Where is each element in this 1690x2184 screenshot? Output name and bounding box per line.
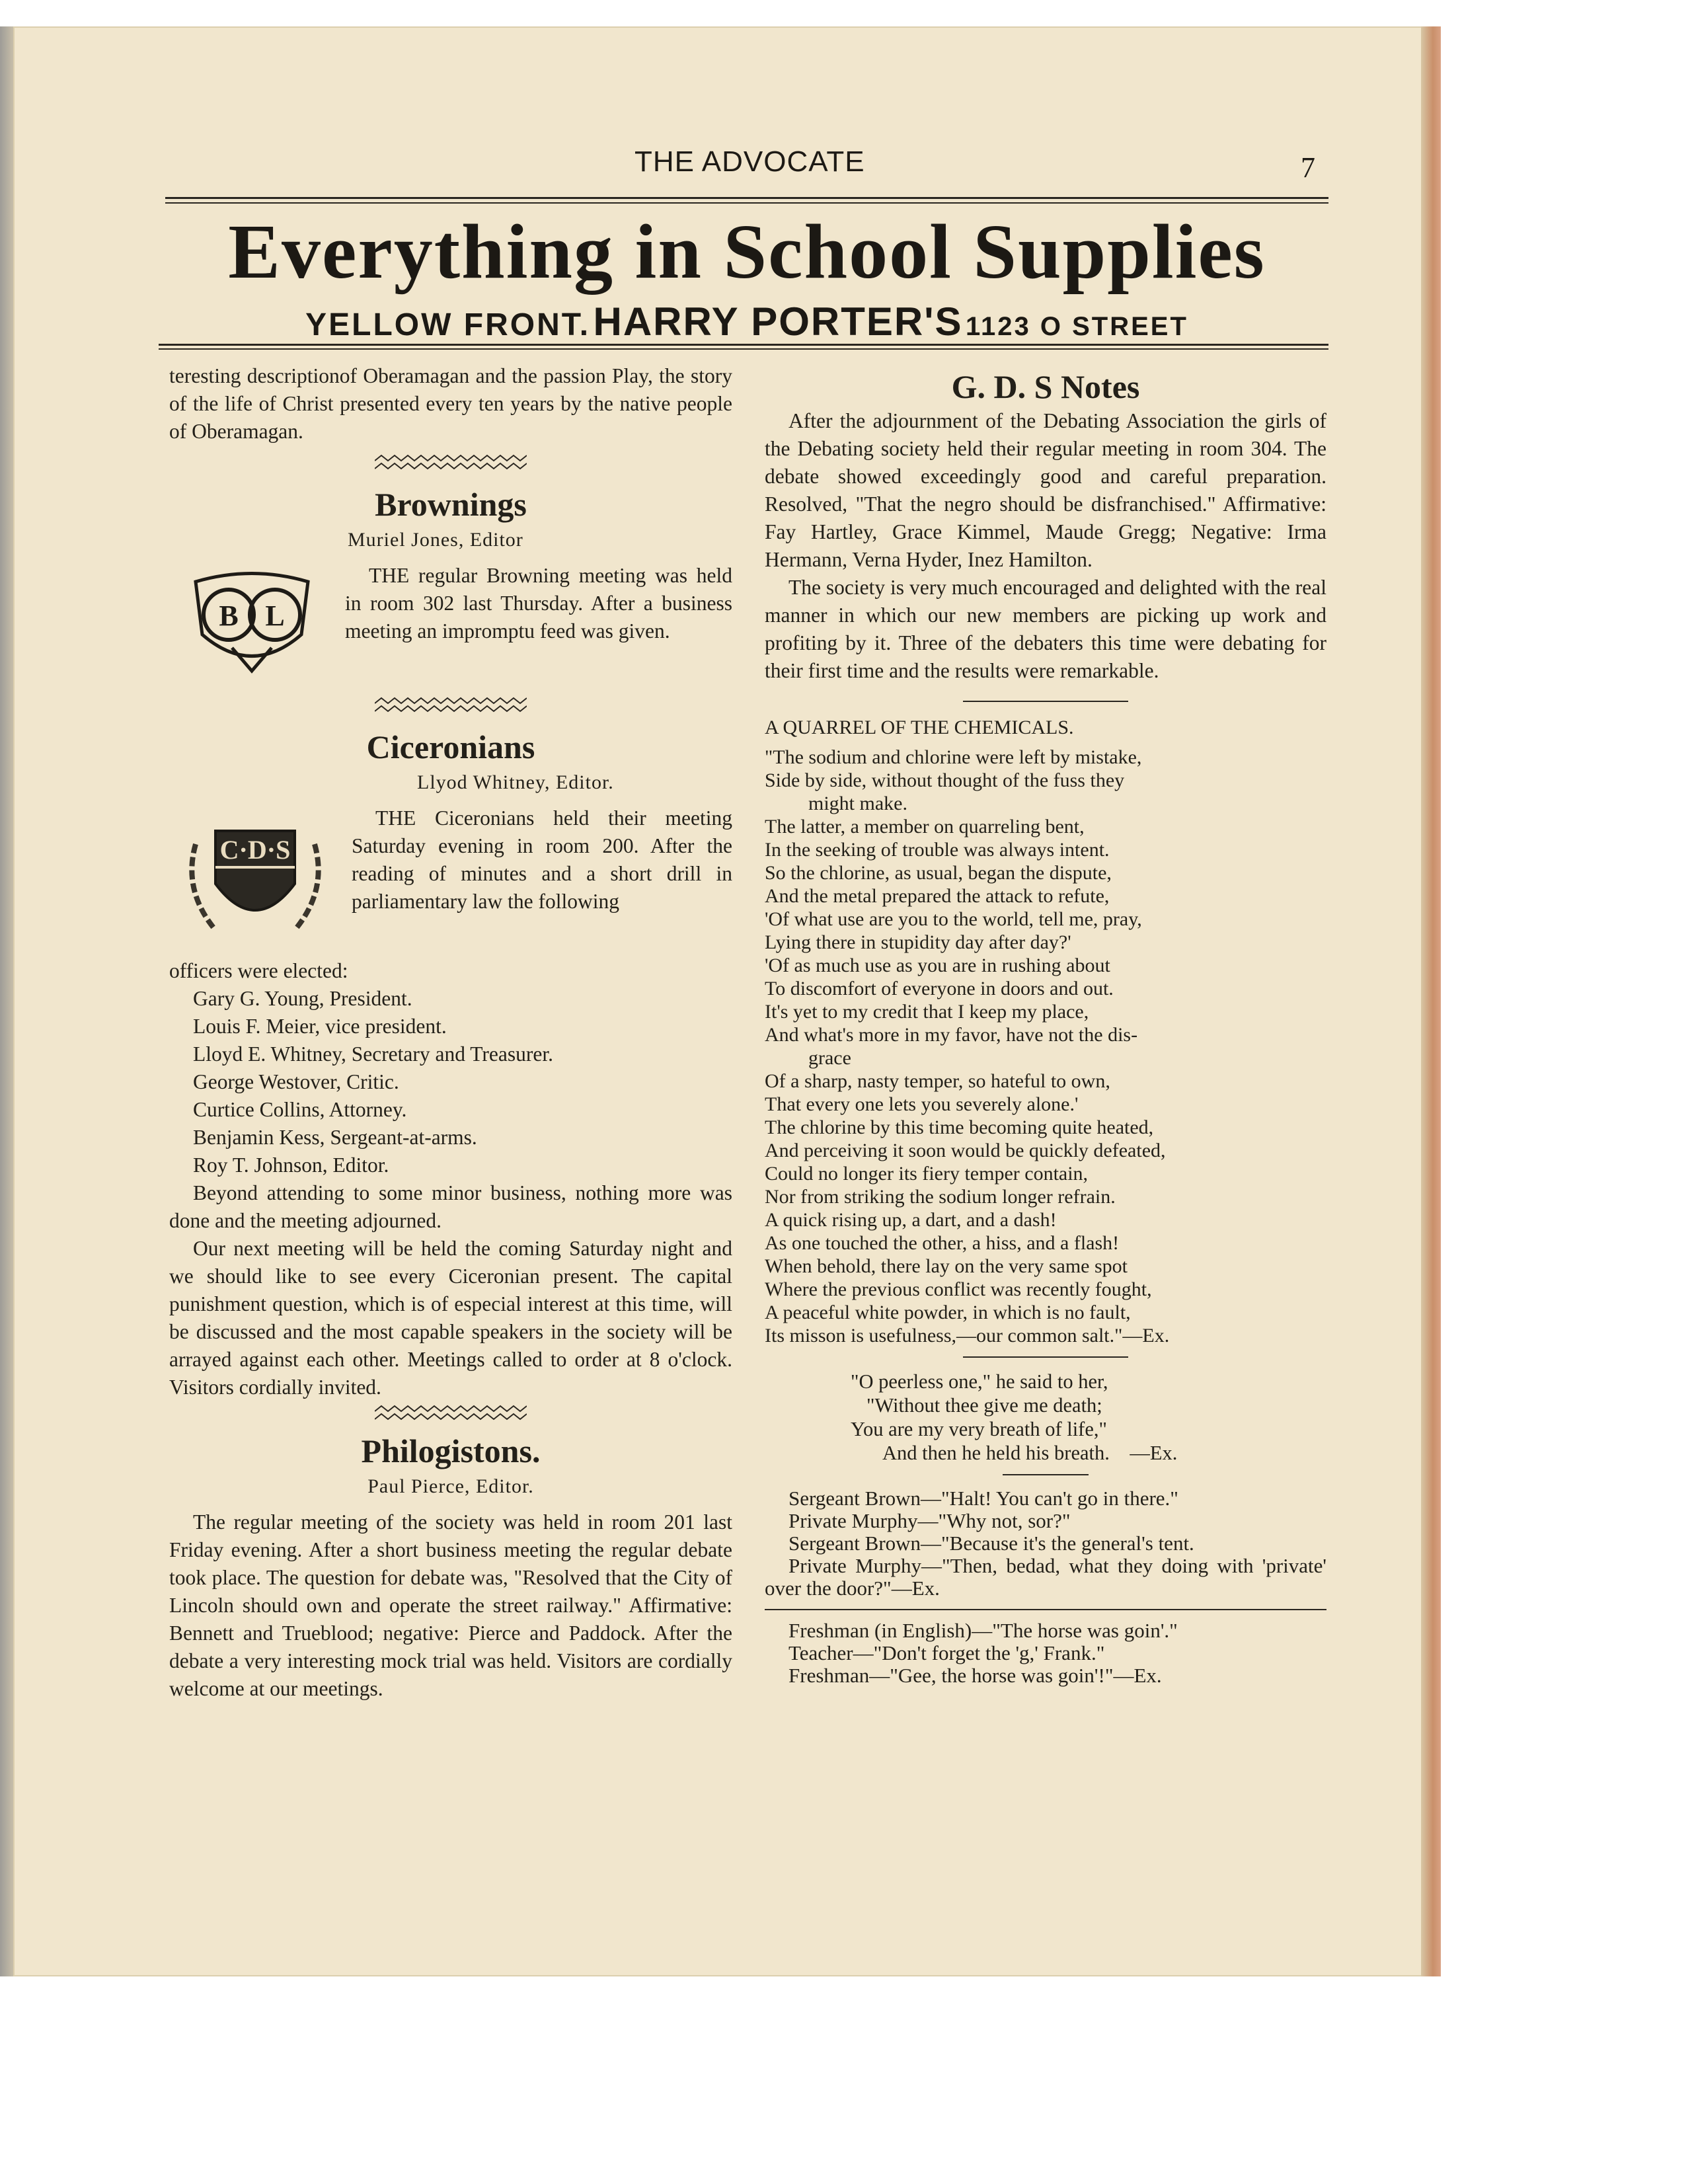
poem-line: grace <box>808 1047 851 1069</box>
brownings-block <box>169 562 732 688</box>
poem-line: A peaceful white powder, in which is no fault, <box>765 1302 1131 1323</box>
joke-line: Freshman (in English)—"The horse was goin'." <box>788 1619 1178 1642</box>
page-number: 7 <box>1301 151 1315 184</box>
poem-title: A QUARREL OF THE CHEMICALS. <box>765 717 1074 738</box>
ad-subline <box>165 299 1328 344</box>
brownings-heading: Brownings <box>375 486 527 523</box>
joke-line: Sergeant Brown—"Halt! You can't go in there." <box>788 1487 1178 1510</box>
joke-sergeant <box>765 1487 1326 1600</box>
poem-line: As one touched the other, a hiss, and a flash! <box>765 1232 1120 1254</box>
officer-line: Gary G. Young, President. <box>193 987 412 1010</box>
poem-line: To discomfort of everyone in doors and out. <box>765 978 1114 999</box>
officer-line: Louis F. Meier, vice president. <box>193 1015 447 1038</box>
poem-line: That every one lets you severely alone.' <box>765 1093 1079 1115</box>
poem-line: When behold, there lay on the very same spot <box>765 1255 1128 1277</box>
poem-line: 'Of as much use as you are in rushing about <box>765 955 1110 976</box>
zigzag-ornament-3 <box>169 1404 732 1426</box>
ciceronians-para3: Our next meeting will be held the coming Saturday night and we should like to see every Ciceronian present. The capital punishment question, which is of especial interest at this time, will be discussed and the most capable speakers in the society will be arrayed against each other. Meetings called to order at 8 o'clock. Visitors cordially invited. <box>169 1237 732 1399</box>
poem-line: Side by side, without thought of the fuss they <box>765 769 1125 791</box>
poem-line: might make. <box>808 793 907 814</box>
joke-freshman <box>765 1619 1326 1687</box>
poem-line: It's yet to my credit that I keep my place, <box>765 1001 1089 1023</box>
poem-line: Nor from striking the sodium longer refrain. <box>765 1186 1116 1208</box>
gds-notes-heading: G. D. S Notes <box>951 368 1140 405</box>
zigzag-ornament-2 <box>169 696 732 719</box>
ciceronians-heading: Ciceronians <box>366 728 535 765</box>
gds-para2: The society is very much encouraged and delighted with the real manner in which our new members are picking up work and profiting by it. Three of the debaters this time were debating for their first time and the results were remarkable. <box>765 576 1326 682</box>
right-page-edge <box>1421 26 1441 1976</box>
top-rule <box>165 197 1328 199</box>
ad-address: 1123 O STREET <box>965 312 1188 341</box>
joke-line: Private Murphy—"Then, bedad, what they doing with 'private' over the door?"—Ex. <box>765 1554 1326 1600</box>
poem-line: 'Of what use are you to the world, tell me, pray, <box>765 908 1142 930</box>
ad-rule-thin <box>159 348 1328 350</box>
top-rule-thin <box>165 202 1328 204</box>
joke-line: Sergeant Brown—"Because it's the general's tent. <box>788 1532 1194 1555</box>
poem-line: Where the previous conflict was recently fought, <box>765 1278 1152 1300</box>
joke-line: Private Murphy—"Why not, sor?" <box>788 1509 1071 1532</box>
poem-line: And the metal prepared the attack to refute, <box>765 885 1110 907</box>
emblem-text: C·D·S <box>219 835 291 865</box>
poem-line: Lying there in stupidity day after day?' <box>765 931 1071 953</box>
ad-rule <box>159 344 1328 346</box>
right-column <box>765 362 1326 1687</box>
verse-block <box>765 1370 1326 1465</box>
ciceronians-block <box>169 804 732 957</box>
svg-text:B: B <box>219 600 239 632</box>
verse-line: "Without thee give me death; <box>866 1394 1102 1417</box>
officer-line: George Westover, Critic. <box>193 1070 399 1093</box>
gds-para1: After the adjournment of the Debating Association the girls of the Debating society held their regular meeting in room 304. The debate showed exceedingly good and careful preparation. Resolved, "That the negro should be disfranchised." Affirmative: Fay Hartley, Grace Kimmel, Maude Gregg; Negative: Irma Hermann, Verna Hyder, Inez Hamilton. <box>765 409 1326 571</box>
ciceronians-para2: Beyond attending to some minor business, nothing more was done and the meeting adjourned. <box>169 1181 732 1232</box>
poem-line: In the seeking of trouble was always intent. <box>765 839 1110 861</box>
shield-monogram-icon <box>169 562 334 688</box>
poem-line: Of a sharp, nasty temper, so hateful to own, <box>765 1070 1110 1092</box>
joke-line: Teacher—"Don't forget the 'g,' Frank." <box>788 1641 1105 1664</box>
poem-line: A quick rising up, a dart, and a dash! <box>765 1209 1057 1231</box>
poem-line: And perceiving it soon would be quickly defeated, <box>765 1140 1166 1161</box>
officer-line: Curtice Collins, Attorney. <box>193 1098 407 1121</box>
laurel-shield-icon <box>169 804 341 957</box>
left-column <box>169 362 732 1703</box>
officer-line: Roy T. Johnson, Editor. <box>193 1153 389 1177</box>
brownings-body: THE regular Browning meeting was held in room 302 last Thursday. After a business meeting an impromptu feed was given. <box>345 564 732 643</box>
ciceronians-body-cont: officers were elected: <box>169 959 348 982</box>
divider-rule <box>963 701 1128 702</box>
zigzag-ornament-1 <box>169 453 732 476</box>
running-title: THE ADVOCATE <box>634 145 865 178</box>
ad-yellow-front: YELLOW FRONT. <box>305 307 591 342</box>
philogistons-body: The regular meeting of the society was held in room 201 last Friday evening. After a short business meeting the regular debate took place. The question for debate was, "Resolved that the City of Lincoln should own and operate the street railway." Affirmative: Bennett and Trueblood; negative: Pierce and Paddock. After the debate a very interesting mock trial was held. Visitors are cordially welcome at our meetings. <box>169 1510 732 1700</box>
ad-headline: Everything in School Supplies <box>228 208 1266 295</box>
verse-line: You are my very breath of life," <box>851 1418 1107 1440</box>
poem-line: So the chlorine, as usual, began the dispute, <box>765 862 1112 884</box>
poem-line: The chlorine by this time becoming quite heated, <box>765 1116 1154 1138</box>
divider-rule <box>765 1609 1326 1610</box>
ciceronians-body: THE Ciceronians held their meeting Saturday evening in room 200. After the reading of minutes and a short drill in parliamentary law the following <box>352 806 732 913</box>
poem-line: Could no longer its fiery temper contain, <box>765 1163 1089 1185</box>
poem-line: The latter, a member on quarreling bent, <box>765 816 1085 838</box>
poem-line: "The sodium and chlorine were left by mistake, <box>765 746 1142 768</box>
officer-line: Lloyd E. Whitney, Secretary and Treasurer. <box>193 1042 553 1066</box>
philogistons-editor: Paul Pierce, Editor. <box>367 1475 534 1497</box>
divider-rule <box>963 1356 1128 1358</box>
poem-body <box>765 746 1326 1347</box>
joke-line: Freshman—"Gee, the horse was goin'!"—Ex. <box>788 1664 1162 1687</box>
divider-rule <box>1003 1474 1089 1475</box>
verse-line: "O peerless one," he said to her, <box>851 1370 1108 1393</box>
ad-harry-porter: HARRY PORTER'S <box>593 299 963 344</box>
ciceronians-editor: Llyod Whitney, Editor. <box>417 771 614 793</box>
philogistons-heading: Philogistons. <box>361 1432 541 1469</box>
intro-paragraph: teresting descriptionof Oberamagan and the passion Play, the story of the life of Christ presented every ten years by the native people of Oberamagan. <box>169 364 732 443</box>
verse-line: And then he held his breath. —Ex. <box>882 1442 1178 1464</box>
svg-text:L: L <box>265 600 285 632</box>
poem-line: And what's more in my favor, have not the dis- <box>765 1024 1138 1046</box>
poem-line: Its misson is usefulness,—our common salt."—Ex. <box>765 1325 1170 1346</box>
brownings-editor: Muriel Jones, Editor <box>348 529 523 551</box>
officer-line: Benjamin Kess, Sergeant-at-arms. <box>193 1126 477 1149</box>
